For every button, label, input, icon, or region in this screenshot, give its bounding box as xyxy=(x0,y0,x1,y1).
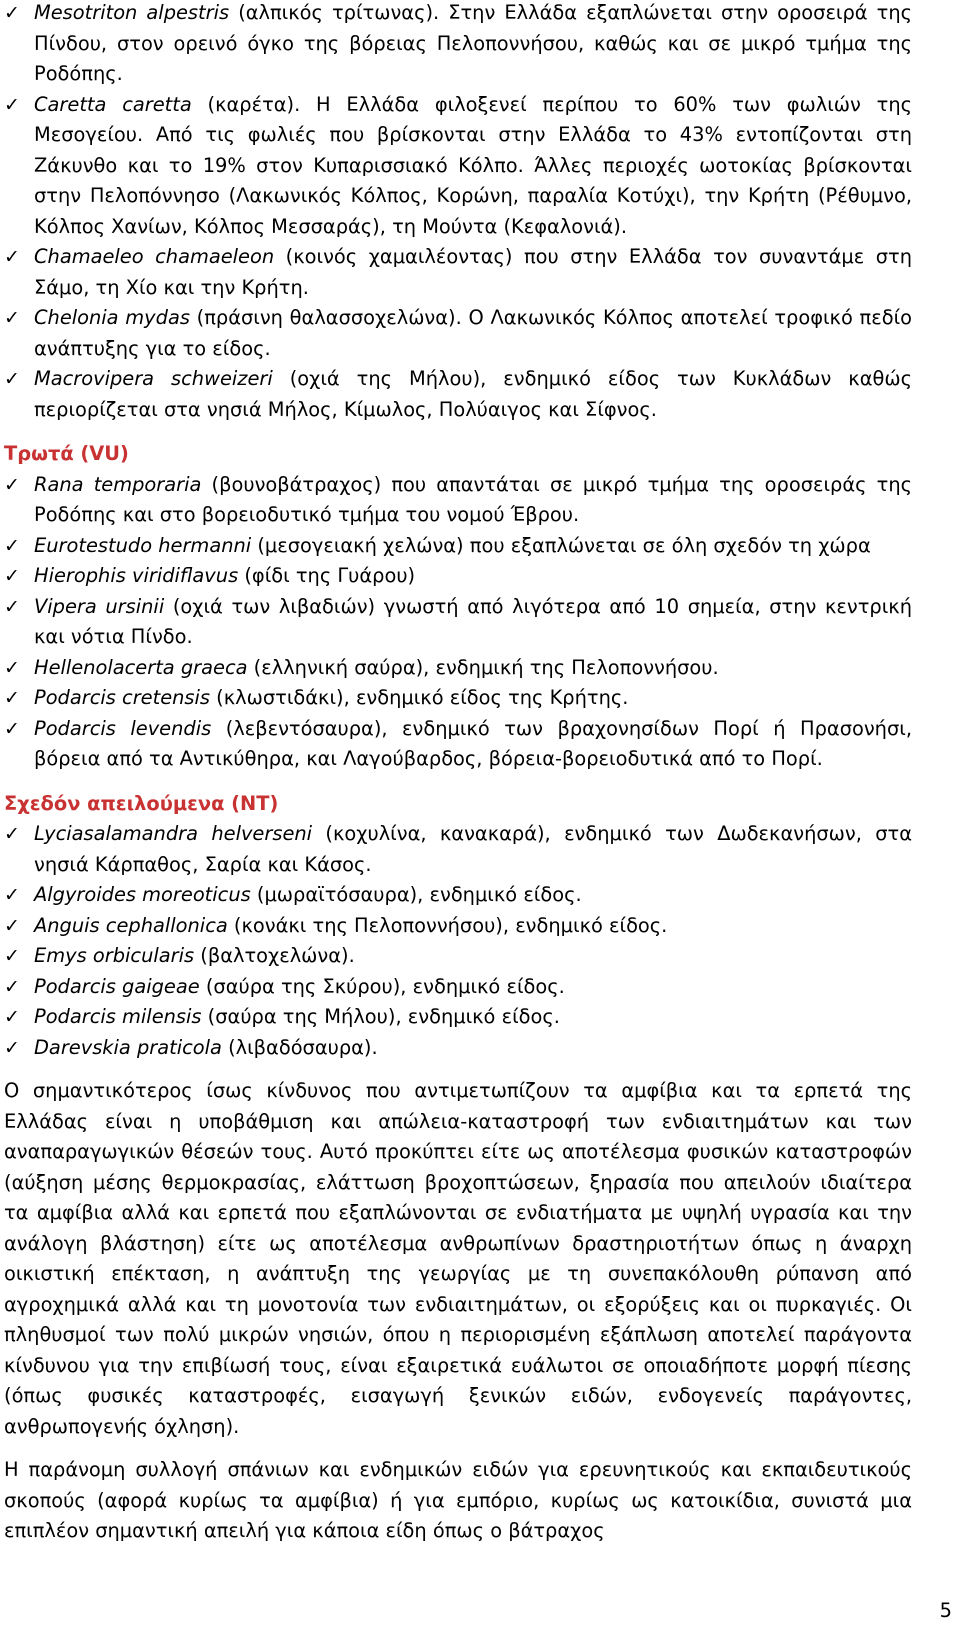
species-description: (φίδι της Γυάρου) xyxy=(238,564,416,587)
species-description: (οχιά των λιβαδιών) γνωστή από λιγότερα από 10 σημεία, στην κεντρική και νότια Πίνδο. xyxy=(34,594,912,648)
section-heading-vulnerable: Τρωτά (VU) xyxy=(4,442,129,465)
check-icon: ✓ xyxy=(4,1006,20,1028)
species-list-near-threatened xyxy=(4,819,912,1063)
check-icon: ✓ xyxy=(4,823,20,845)
species-name: Hierophis viridiflavus xyxy=(34,564,239,587)
species-name: Emys orbicularis xyxy=(34,944,195,967)
list-item xyxy=(4,0,912,90)
check-icon: ✓ xyxy=(4,595,20,618)
species-description: (σαύρα της Μήλου), ενδημικό είδος. xyxy=(201,1005,560,1028)
list-item xyxy=(4,561,912,592)
species-description: (λιβαδόσαυρα). xyxy=(221,1035,378,1059)
species-name: Chamaeleo chamaeleon xyxy=(34,245,275,268)
species-name: Darevskia praticola xyxy=(34,1035,222,1059)
check-icon: ✓ xyxy=(4,307,20,329)
list-item xyxy=(4,592,912,653)
species-name: Algyroides moreoticus xyxy=(34,883,251,906)
species-name: Eurotestudo hermanni xyxy=(34,533,252,557)
check-icon: ✓ xyxy=(4,914,20,937)
list-item xyxy=(4,303,912,364)
species-name: Anguis cephallonica xyxy=(34,913,228,937)
list-item xyxy=(4,972,912,1003)
check-icon: ✓ xyxy=(4,717,20,740)
species-name: Hellenolacerta graeca xyxy=(34,655,248,679)
species-description: (ελληνική σαύρα), ενδημική της Πελοποννήσου. xyxy=(247,655,719,679)
species-description: (κονάκι της Πελοποννήσου), ενδημικό είδος. xyxy=(227,913,668,937)
species-description: (καρέτα). Η Ελλάδα φιλοξενεί περίπου το 60% των φωλιών της Μεσογείου. Από τις φωλιές που βρίσκονται στην Ελλάδα το 43% εντοπίζονται στη Ζάκυνθο και το 19% στον Κυπαρισσιακό Κόλπο. Άλλες περιοχές ωοτοκίας βρίσκονται στην Πελοπόννησο (Λακωνικός Κόλπος, Κορώνη, παραλία Κοτύχι), την Κρήτη (Ρέθυμνο, Κόλπος Χανίων, Κόλπος Μεσσαράς), τη Μούντα (Κεφαλονιά). xyxy=(34,92,912,238)
list-item xyxy=(4,941,912,972)
check-icon: ✓ xyxy=(4,884,20,906)
list-item xyxy=(4,819,912,880)
species-description: (βουνοβάτραχος) που απαντάται σε μικρό τμήμα της οροσειράς της Ροδόπης και στο βορειοδυτικό τμήμα του νομού Έβρου. xyxy=(34,472,913,526)
check-icon: ✓ xyxy=(4,975,20,998)
list-item xyxy=(4,531,912,562)
check-icon: ✓ xyxy=(4,368,20,390)
section-heading-near-threatened: Σχεδόν απειλούμενα (NT) xyxy=(4,791,279,815)
species-name: Rana temporaria xyxy=(34,472,202,496)
species-name: Vipera ursinii xyxy=(34,594,165,618)
list-item xyxy=(4,911,912,942)
species-name: Macrovipera schweizeri xyxy=(34,367,273,390)
body-paragraph: Η παράνομη συλλογή σπάνιων και ενδημικών ειδών για ερευνητικούς και εκπαιδευτικούς σκοπούς (αφορά κυρίως τα αμφίβια) ή για εμπόριο, κυρίως ως κατοικίδια, συνιστά μια επιπλέον σημαντική απειλή για κάποια είδη όπως ο βάτραχος xyxy=(4,1458,912,1542)
list-item xyxy=(4,683,912,714)
list-item xyxy=(4,1033,912,1064)
page-content xyxy=(4,0,912,1547)
species-name: Chelonia mydas xyxy=(34,306,190,329)
check-icon: ✓ xyxy=(4,93,20,116)
body-paragraph: Ο σημαντικότερος ίσως κίνδυνος που αντιμετωπίζουν τα αμφίβια και τα ερπετά της Ελλάδας είναι η υποβάθμιση και απώλεια-καταστροφή των ενδιαιτημάτων και των αναπαραγωγικών θέσεών τους. Αυτό προκύπτει είτε ως αποτέλεσμα φυσικών καταστροφών (αύξηση μέσης θερμοκρασίας, ελάττωση βροχοπτώσεων, ξηρασία που απειλούν ιδιαίτερα τα αμφίβια αλλά και ερπετά που εξαπλώνονται σε ενδιατήματα με υψηλή υγρασία και την ανάλογη βλάστηση) είτε ως αποτέλεσμα ανθρωπίνων δραστηριοτήτων όπως η άναρχη οικιστική επέκταση, η ανάπτυξη της γεωργίας με τη συνεπακόλουθη ρύπανση από αγροχημικά αλλά και τη μονοτονία των ενδιαιτημάτων, οι εξορύξεις και οι πυρκαγιές. Οι πληθυσμοί των πολύ μικρών νησιών, όπου η περιορισμένη εξάπλωση αποτελεί παράγοντα κίνδυνου για την επιβίωσή τους, είναι εξαιρετικά ευάλωτοι σε οποιαδήποτε μορφή πίεσης (όπως φυσικές καταστροφές, εισαγωγή ξενικών ειδών, ενδογενείς παράγοντες, ανθρωπογενής όχληση). xyxy=(4,1079,912,1438)
species-description: (σαύρα της Σκύρου), ενδημικό είδος. xyxy=(199,974,565,998)
species-description: (κοχυλίνα, κανακαρά), ενδημικό των Δωδεκανήσων, στα νησιά Κάρπαθος, Σαρία και Κάσος. xyxy=(34,822,912,876)
check-icon: ✓ xyxy=(4,473,20,496)
species-name: Podarcis cretensis xyxy=(34,686,211,709)
species-description: (λεβεντόσαυρα), ενδημικό των βραχονησίδων Πορί ή Πρασονήσι, βόρεια από τα Αντικύθηρα, και Λαγούβαρδος, βόρεια-βορειοδυτικά από το Πορί. xyxy=(34,716,912,770)
check-icon: ✓ xyxy=(4,246,20,268)
species-description: (οχιά της Μήλου), ενδημικό είδος των Κυκλάδων καθώς περιορίζεται στα νησιά Μήλος, Κίμωλος, Πολύαιγος και Σίφνος. xyxy=(34,367,912,421)
check-icon: ✓ xyxy=(4,656,20,679)
species-description: (μεσογειακή χελώνα) που εξαπλώνεται σε όλη σχεδόν τη χώρα xyxy=(251,533,871,557)
list-item xyxy=(4,653,912,684)
species-description: (αλπικός τρίτωνας). Στην Ελλάδα εξαπλώνεται στην οροσειρά της Πίνδου, στον ορεινό όγκο της βόρειας Πελοποννήσου, καθώς και σε μικρό τμήμα της Ροδόπης. xyxy=(34,1,913,85)
list-item xyxy=(4,880,912,911)
species-name: Lyciasalamandra helverseni xyxy=(34,822,313,845)
species-name: Podarcis levendis xyxy=(34,716,212,740)
species-description: (κοινός χαμαιλέοντας) που στην Ελλάδα τον συναντάμε στη Σάμο, τη Χίο και την Κρήτη. xyxy=(34,245,912,299)
list-item xyxy=(4,242,912,303)
species-description: (βαλτοχελώνα). xyxy=(194,944,355,967)
species-name: Mesotriton alpestris xyxy=(34,1,230,24)
species-list-vulnerable xyxy=(4,470,912,775)
species-name: Caretta caretta xyxy=(34,92,192,116)
check-icon: ✓ xyxy=(4,565,20,587)
check-icon: ✓ xyxy=(4,687,20,709)
check-icon: ✓ xyxy=(4,2,20,24)
species-description: (πράσινη θαλασσοχελώνα). Ο Λακωνικός Κόλπος αποτελεί τροφικό πεδίο ανάπτυξης για το είδος. xyxy=(34,306,913,360)
check-icon: ✓ xyxy=(4,1036,20,1059)
list-item xyxy=(4,470,912,531)
species-list-top xyxy=(4,0,912,425)
check-icon: ✓ xyxy=(4,534,20,557)
species-description: (μωραϊτόσαυρα), ενδημικό είδος. xyxy=(250,883,582,906)
list-item xyxy=(4,364,912,425)
list-item xyxy=(4,1002,912,1033)
list-item xyxy=(4,714,912,775)
page-number: 5 xyxy=(939,1599,952,1622)
check-icon: ✓ xyxy=(4,945,20,967)
species-name: Podarcis milensis xyxy=(34,1005,202,1028)
species-name: Podarcis gaigeae xyxy=(34,974,200,998)
species-description: (κλωστιδάκι), ενδημικό είδος της Κρήτης. xyxy=(210,686,629,709)
list-item xyxy=(4,90,912,243)
